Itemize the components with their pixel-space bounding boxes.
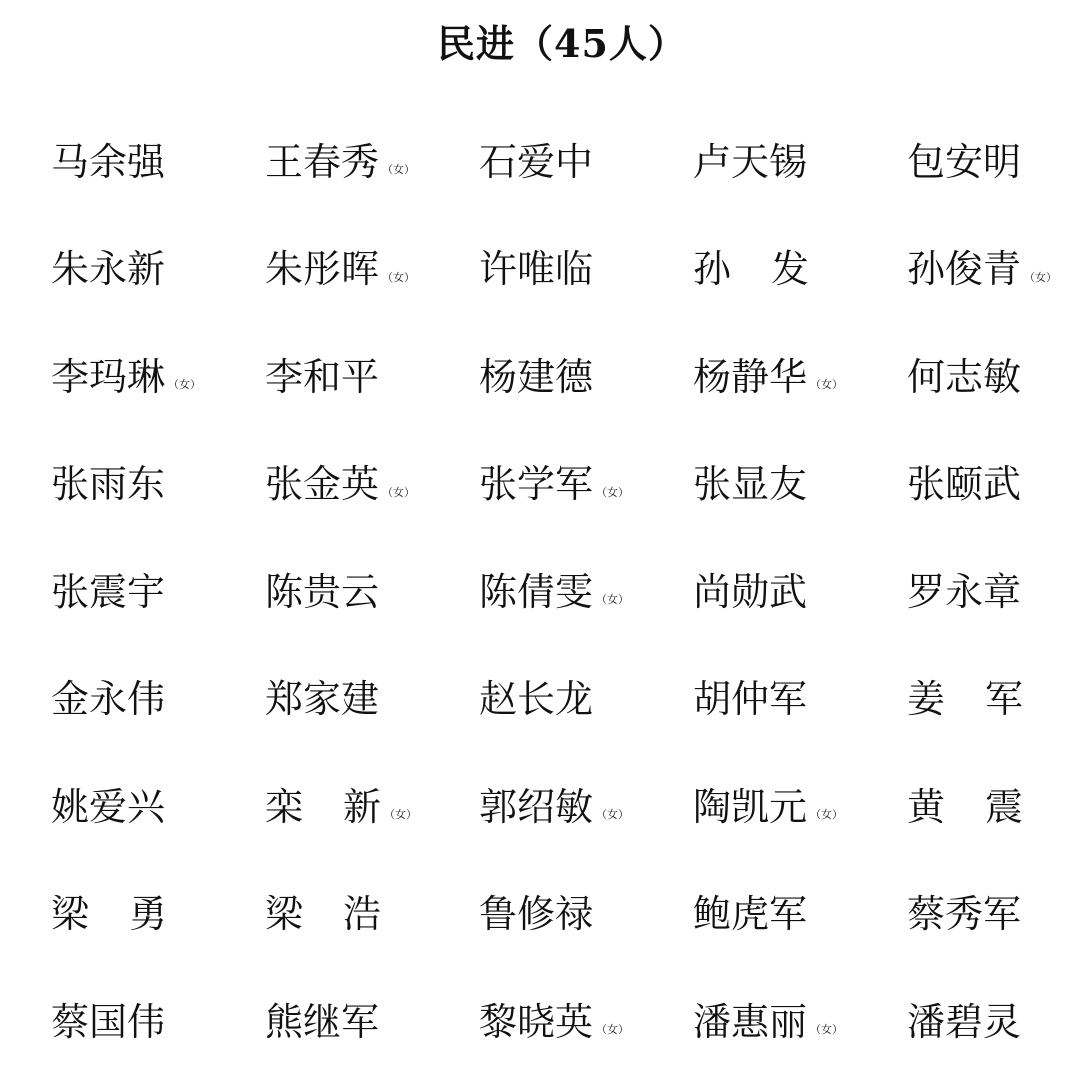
member-entry xyxy=(51,216,265,324)
member-name: 杨静华 xyxy=(693,354,808,399)
member-entry xyxy=(907,646,1080,754)
member-name-char: 军 xyxy=(984,677,1023,722)
member-name-char: 震 xyxy=(984,784,1023,829)
female-marker: （女） xyxy=(596,1023,630,1037)
member-name: 潘碧灵 xyxy=(907,999,1022,1044)
member-entry xyxy=(907,431,1080,539)
member-name-char: 浩 xyxy=(342,892,381,937)
member-entry xyxy=(51,538,265,646)
member-name: 张颐武 xyxy=(907,462,1022,507)
member-entry xyxy=(479,323,693,431)
member-name: 蔡秀军 xyxy=(907,892,1022,937)
member-entry xyxy=(907,108,1080,216)
member-entry xyxy=(907,968,1080,1076)
member-entry xyxy=(479,646,693,754)
member-name: 李和平 xyxy=(265,354,380,399)
member-name: 杨建德 xyxy=(479,354,594,399)
member-name: 张雨东 xyxy=(51,462,166,507)
female-marker: （女） xyxy=(596,808,630,822)
member-name xyxy=(907,784,1023,829)
member-name: 陈贵云 xyxy=(265,569,380,614)
member-name-char: 黄 xyxy=(907,784,946,829)
member-name: 何志敏 xyxy=(907,354,1022,399)
member-entry xyxy=(265,216,479,324)
member-entry xyxy=(479,108,693,216)
member-name: 王春秀 xyxy=(265,139,380,184)
member-name: 鲁修禄 xyxy=(479,892,594,937)
female-marker: （女） xyxy=(810,378,844,392)
member-entry xyxy=(265,861,479,969)
member-name xyxy=(51,892,167,937)
member-name xyxy=(265,784,381,829)
member-name: 张震宇 xyxy=(51,569,166,614)
member-entry xyxy=(51,108,265,216)
member-entry xyxy=(265,538,479,646)
member-name: 熊继军 xyxy=(265,999,380,1044)
member-entry xyxy=(479,753,693,861)
member-name: 黎晓英 xyxy=(479,999,594,1044)
member-entry xyxy=(693,323,907,431)
member-name: 郭绍敏 xyxy=(479,784,594,829)
member-entry xyxy=(479,431,693,539)
member-name: 郑家建 xyxy=(265,677,380,722)
member-entry xyxy=(693,431,907,539)
member-entry xyxy=(907,861,1080,969)
member-name: 卢天锡 xyxy=(693,139,808,184)
member-name-char: 新 xyxy=(342,784,381,829)
member-name-char: 孙 xyxy=(693,247,732,292)
member-name: 石爱中 xyxy=(479,139,594,184)
member-entry xyxy=(479,538,693,646)
female-marker: （女） xyxy=(382,163,416,177)
member-name: 李玛琳 xyxy=(51,354,166,399)
female-marker: （女） xyxy=(596,485,630,499)
member-name-char: 发 xyxy=(770,247,809,292)
member-name: 陶凯元 xyxy=(693,784,808,829)
member-name: 许唯临 xyxy=(479,247,594,292)
female-marker: （女） xyxy=(1024,270,1058,284)
member-entry xyxy=(907,753,1080,861)
member-entry xyxy=(265,646,479,754)
member-entry xyxy=(693,968,907,1076)
member-name: 张学军 xyxy=(479,462,594,507)
member-entry xyxy=(693,646,907,754)
page-title: 民进（45人） xyxy=(437,21,687,66)
member-name: 朱彤晖 xyxy=(265,247,380,292)
member-name xyxy=(265,892,381,937)
member-entry xyxy=(907,216,1080,324)
member-entry xyxy=(51,323,265,431)
member-name: 胡仲军 xyxy=(693,677,808,722)
member-name: 包安明 xyxy=(907,139,1022,184)
member-name: 张金英 xyxy=(265,462,380,507)
member-name-grid xyxy=(51,108,1080,1076)
member-name: 孙俊青 xyxy=(907,247,1022,292)
female-marker: （女） xyxy=(810,1023,844,1037)
member-name: 马余强 xyxy=(51,139,166,184)
member-entry xyxy=(907,323,1080,431)
member-entry xyxy=(51,646,265,754)
female-marker: （女） xyxy=(382,270,416,284)
member-entry xyxy=(479,861,693,969)
member-entry xyxy=(265,968,479,1076)
member-name: 潘惠丽 xyxy=(693,999,808,1044)
female-marker: （女） xyxy=(382,485,416,499)
member-name: 姚爱兴 xyxy=(51,784,166,829)
female-marker: （女） xyxy=(810,808,844,822)
member-name: 赵长龙 xyxy=(479,677,594,722)
member-entry xyxy=(479,968,693,1076)
member-entry xyxy=(51,861,265,969)
member-name xyxy=(907,677,1023,722)
female-marker: （女） xyxy=(168,378,202,392)
member-entry xyxy=(265,431,479,539)
member-entry xyxy=(693,753,907,861)
member-entry xyxy=(693,216,907,324)
member-name-char: 姜 xyxy=(907,677,946,722)
member-name: 鲍虎军 xyxy=(693,892,808,937)
member-name: 金永伟 xyxy=(51,677,166,722)
member-entry xyxy=(693,861,907,969)
member-entry xyxy=(479,216,693,324)
member-name: 朱永新 xyxy=(51,247,166,292)
member-entry xyxy=(907,538,1080,646)
member-entry xyxy=(51,431,265,539)
member-name: 罗永章 xyxy=(907,569,1022,614)
member-entry xyxy=(693,538,907,646)
member-name: 陈倩雯 xyxy=(479,569,594,614)
member-entry xyxy=(265,323,479,431)
female-marker: （女） xyxy=(384,808,417,822)
member-name xyxy=(693,247,809,292)
member-name: 尚勋武 xyxy=(693,569,808,614)
female-marker: （女） xyxy=(596,593,630,607)
member-name-char: 梁 xyxy=(265,892,304,937)
member-entry xyxy=(265,753,479,861)
member-name: 蔡国伟 xyxy=(51,999,166,1044)
member-entry xyxy=(51,968,265,1076)
member-name-char: 梁 xyxy=(51,892,90,937)
member-entry xyxy=(693,108,907,216)
member-entry xyxy=(265,108,479,216)
member-name-char: 栾 xyxy=(265,784,304,829)
member-name: 张显友 xyxy=(693,462,808,507)
member-name-char: 勇 xyxy=(128,892,167,937)
member-entry xyxy=(51,753,265,861)
